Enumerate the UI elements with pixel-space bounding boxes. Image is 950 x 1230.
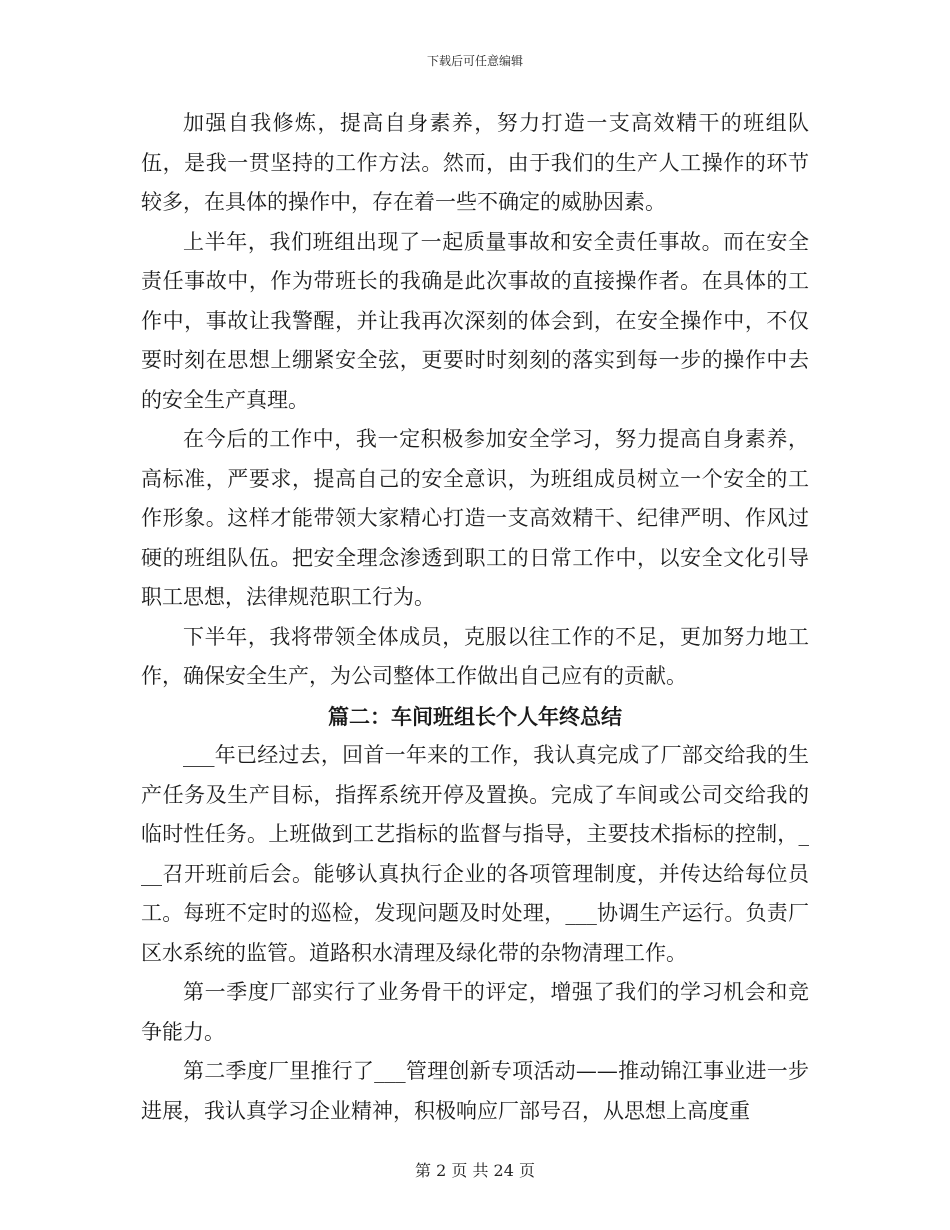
section-title: 篇二：车间班组长个人年终总结 xyxy=(328,703,622,729)
page-header-note: 下载后可任意编辑 xyxy=(426,54,523,68)
page-number: 第 2 页 共 24 页 xyxy=(415,1161,535,1180)
paragraph: 第一季度厂部实行了业务骨干的评定，增强了我们的学习机会和竞争能力。 xyxy=(141,980,809,1044)
paragraph: ___年已经过去，回首一年来的工作，我认真完成了厂部交给我的生产任务及生产目标，指挥系统开停及置换。完成了车间或公司交给我的临时性任务。上班做到工艺指标的监督与指导，主要技术指标的控制，___召开班前后会。能够认真执行企业的各项管理制度，并传达给每位员工。每班不定时的巡检，发现问题及时处理，___协调生产运行。负责厂区水系统的监管。道路积水清理及绿化带的杂物清理工作。 xyxy=(141,743,809,965)
document-body xyxy=(141,104,809,1131)
paragraph: 第二季度厂里推行了___管理创新专项活动——推动锦江事业进一步进展，我认真学习企业精神，积极响应厂部号召，从思想上高度重 xyxy=(141,1059,809,1123)
paragraph: 下半年，我将带领全体成员，克服以往工作的不足，更加努力地工作，确保安全生产，为公司整体工作做出自己应有的贡献。 xyxy=(141,624,809,688)
paragraph: 加强自我修炼，提高自身素养，努力打造一支高效精干的班组队伍，是我一贯坚持的工作方法。然而，由于我们的生产人工操作的环节较多，在具体的操作中，存在着一些不确定的威胁因素。 xyxy=(141,111,809,214)
paragraph: 上半年，我们班组出现了一起质量事故和安全责任事故。而在安全责任事故中，作为带班长的我确是此次事故的直接操作者。在具体的工作中，事故让我警醒，并让我再次深刻的体会到，在安全操作中，不仅要时刻在思想上绷紧安全弦，更要时时刻刻的落实到每一步的操作中去的安全生产真理。 xyxy=(141,229,809,412)
paragraph: 在今后的工作中，我一定积极参加安全学习，努力提高自身素养，高标准，严要求，提高自己的安全意识，为班组成员树立一个安全的工作形象。这样才能带领大家精心打造一支高效精干、纪律严明、作风过硬的班组队伍。把安全理念渗透到职工的日常工作中，以安全文化引导职工思想，法律规范职工行为。 xyxy=(141,427,809,609)
